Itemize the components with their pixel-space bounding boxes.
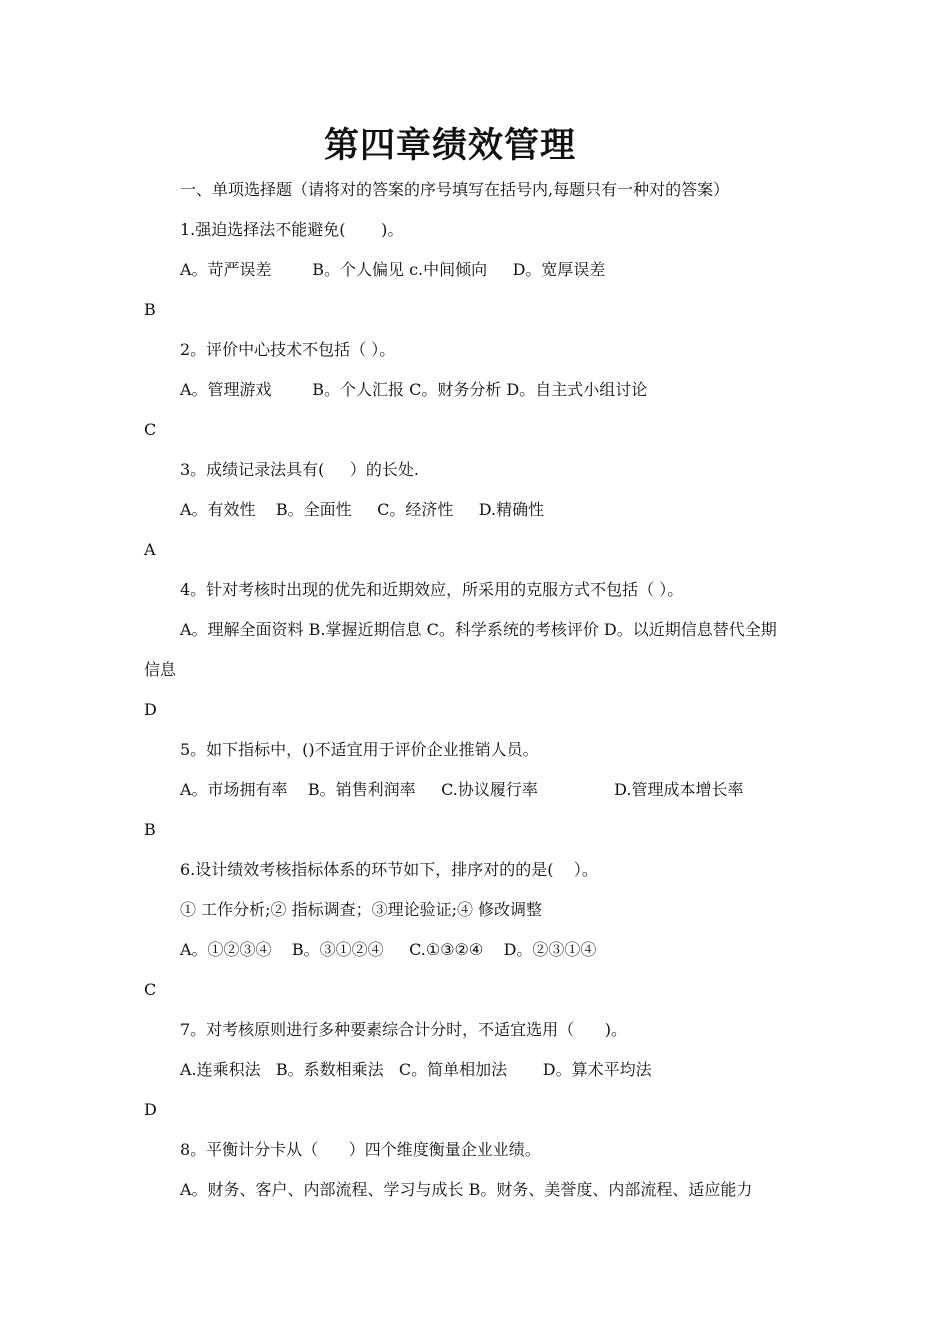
question-2-options: A。管理游戏 B。个人汇报 C。财务分析 D。自主式小组讨论 [180,380,648,399]
question-6-steps: ① 工作分析;② 指标调查；③理论验证;④ 修改调整 [180,900,543,919]
question-4: 4。针对考核时出现的优先和近期效应，所采用的克服方式不包括（ ）。 [180,580,684,599]
question-5-options: A。市场拥有率 B。销售利润率 C.协议履行率 D.管理成本增长率 [180,780,744,799]
section-heading: 一、单项选择题（请将对的答案的序号填写在括号内,每题只有一种对的答案） [180,180,730,199]
question-2: 2。评价中心技术不包括（ ）。 [180,340,396,359]
question-7: 7。对考核原则进行多种要素综合计分时，不适宜选用（ )。 [180,1020,627,1039]
question-3: 3。成绩记录法具有( ）的长处. [180,460,419,479]
question-8-options: A。财务、客户、内部流程、学习与成长 B。财务、美誉度、内部流程、适应能力 [180,1180,753,1199]
question-4-options: A。理解全面资料 B.掌握近期信息 C。科学系统的考核评价 D。以近期信息替代全期 [180,620,777,639]
question-1-options: A。苛严误差 B。个人偏见 c.中间倾向 D。宽厚误差 [180,260,606,279]
question-7-options: A.连乘积法 B。系数相乘法 C。简单相加法 D。算术平均法 [180,1060,652,1079]
question-3-options: A。有效性 B。全面性 C。经济性 D.精确性 [180,500,545,519]
question-4-answer: D [144,700,157,719]
question-1-answer: B [144,300,156,319]
question-8: 8。平衡计分卡从（ ）四个维度衡量企业业绩。 [180,1140,541,1159]
question-6-answer: C [144,980,157,999]
chapter-title: 第四章绩效管理 [323,126,576,166]
question-2-answer: C [144,420,157,439]
question-6-options: A。①②③④ B。③①②④ C.①③②④ D。②③①④ [180,940,597,959]
question-6: 6.设计绩效考核指标体系的环节如下，排序对的的是( ）。 [180,860,598,879]
question-4-options-continued: 信息 [144,660,177,679]
question-1: 1.强迫选择法不能避免( )。 [180,220,404,239]
question-3-answer: A [144,540,156,559]
question-5-answer: B [144,820,156,839]
question-5: 5。如下指标中，()不适宜用于评价企业推销人员。 [180,740,539,759]
question-7-answer: D [144,1100,157,1119]
